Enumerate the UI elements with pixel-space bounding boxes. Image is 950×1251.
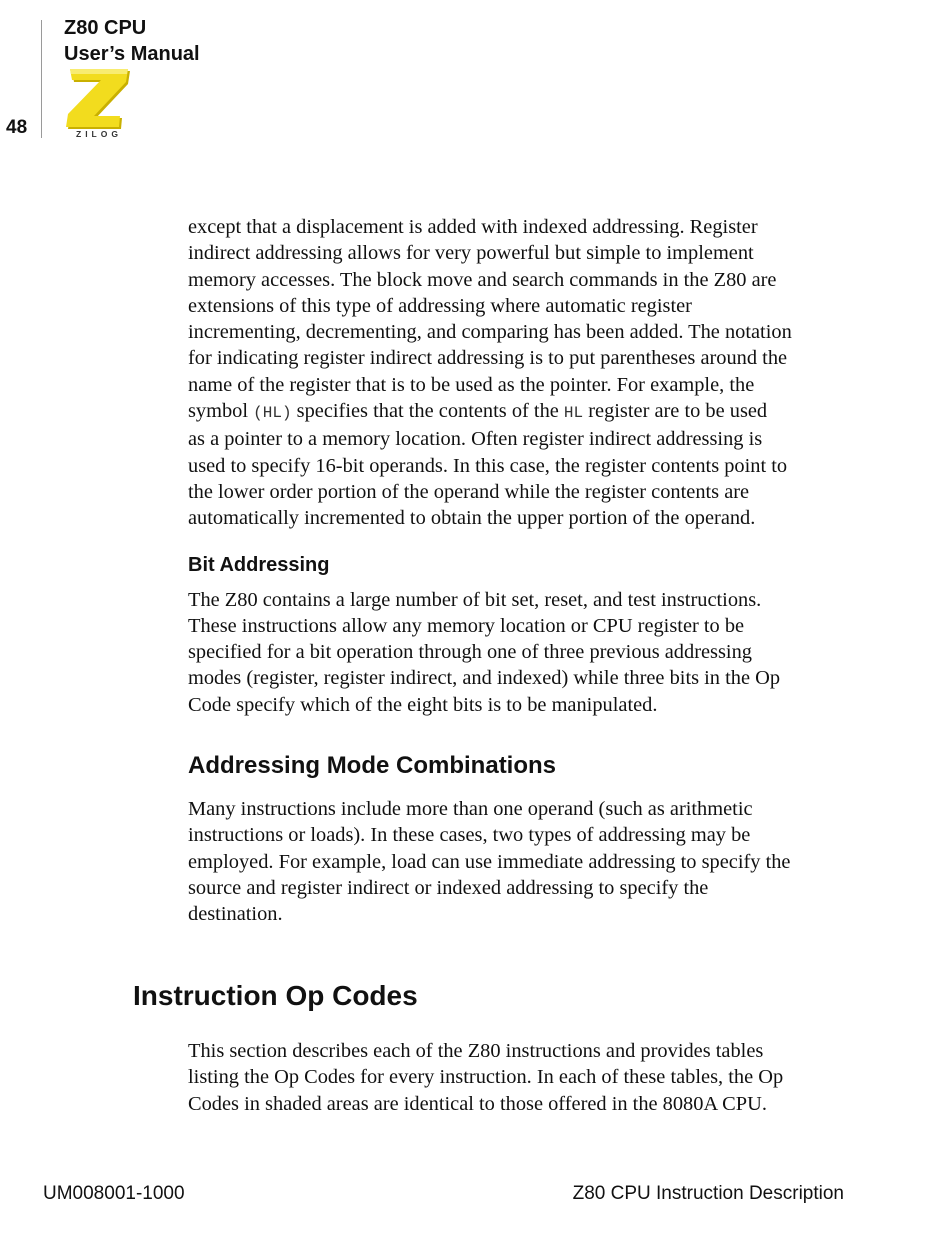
heading-bit-addressing: Bit Addressing <box>188 553 330 576</box>
document-title-line1: Z80 CPU <box>64 17 147 39</box>
text-line: Code specify which of the eight bits is to be manipulated. <box>188 693 658 716</box>
text-line: except that a displacement is added with indexed addressing. Register <box>188 216 758 238</box>
paragraph-register-indirect <box>188 214 850 532</box>
heading-instruction-op-codes: Instruction Op Codes <box>133 980 418 1011</box>
document-title-line2: User’s Manual <box>64 43 200 65</box>
text-line: as a pointer to a memory location. Often register indirect addressing is <box>188 428 763 451</box>
text-line: indirect addressing allows for very powerful but simple to implement <box>188 242 754 265</box>
zilog-logo-text: ZILOG <box>76 129 122 138</box>
text-line: modes (register, register indirect, and indexed) while three bits in the Op <box>188 667 781 690</box>
paragraph-bit-addressing <box>188 587 850 718</box>
text-line: This section describes each of the Z80 instructions and provides tables <box>188 1040 764 1062</box>
zilog-logo-icon <box>64 66 134 138</box>
text-line: specified for a bit operation through one of three previous addressing <box>188 641 752 664</box>
footer-section-title: Z80 CPU Instruction Description <box>572 1183 844 1204</box>
text-line: source and register indirect or indexed addressing to specify the <box>188 876 709 899</box>
text-line: for indicating register indirect addressing is to put parentheses around the <box>188 347 788 370</box>
text-line: The Z80 contains a large number of bit set, reset, and test instructions. <box>188 588 762 611</box>
text-line: used to specify 16-bit operands. In this case, the register contents point to <box>188 454 788 477</box>
text-span: specifies that the contents of the <box>291 400 564 423</box>
text-line: name of the register that is to be used as the pointer. For example, the <box>188 373 755 396</box>
heading-addressing-mode-combinations: Addressing Mode Combinations <box>188 752 557 780</box>
text-line: instructions or loads). In these cases, two types of addressing may be <box>188 824 751 847</box>
text-line: memory accesses. The block move and search commands in the Z80 are <box>188 268 777 291</box>
text-line: incrementing, decrementing, and comparing has been added. The notation <box>188 321 792 344</box>
text-line: Codes in shaded areas are identical to those offered in the 8080A CPU. <box>188 1092 767 1115</box>
paragraph-addressing-combinations <box>188 796 850 927</box>
text-line: listing the Op Codes for every instruction. In each of these tables, the Op <box>188 1066 784 1089</box>
text-span: register are to be used <box>583 400 768 423</box>
document-title <box>64 15 200 67</box>
text-line: These instructions allow any memory location or CPU register to be <box>188 614 745 637</box>
text-span: symbol <box>188 400 254 423</box>
paragraph-instruction-op-codes <box>188 1038 850 1117</box>
page-number: 48 <box>6 117 28 138</box>
code-hl-indirect: (HL) <box>253 404 292 423</box>
text-line: automatically incremented to obtain the upper portion of the operand. <box>188 507 756 530</box>
body-column <box>188 214 850 928</box>
header-divider <box>41 20 42 138</box>
text-line: destination. <box>188 903 283 926</box>
text-line: extensions of this type of addressing where automatic register <box>188 294 692 317</box>
code-hl-register: HL <box>563 404 584 423</box>
text-line: employed. For example, load can use immediate addressing to specify the <box>188 850 791 873</box>
text-line: Many instructions include more than one operand (such as arithmetic <box>188 798 753 821</box>
text-line-symbol <box>188 398 850 426</box>
text-line: the lower order portion of the operand while the register contents are <box>188 480 750 503</box>
footer-document-id: UM008001-1000 <box>43 1183 185 1204</box>
